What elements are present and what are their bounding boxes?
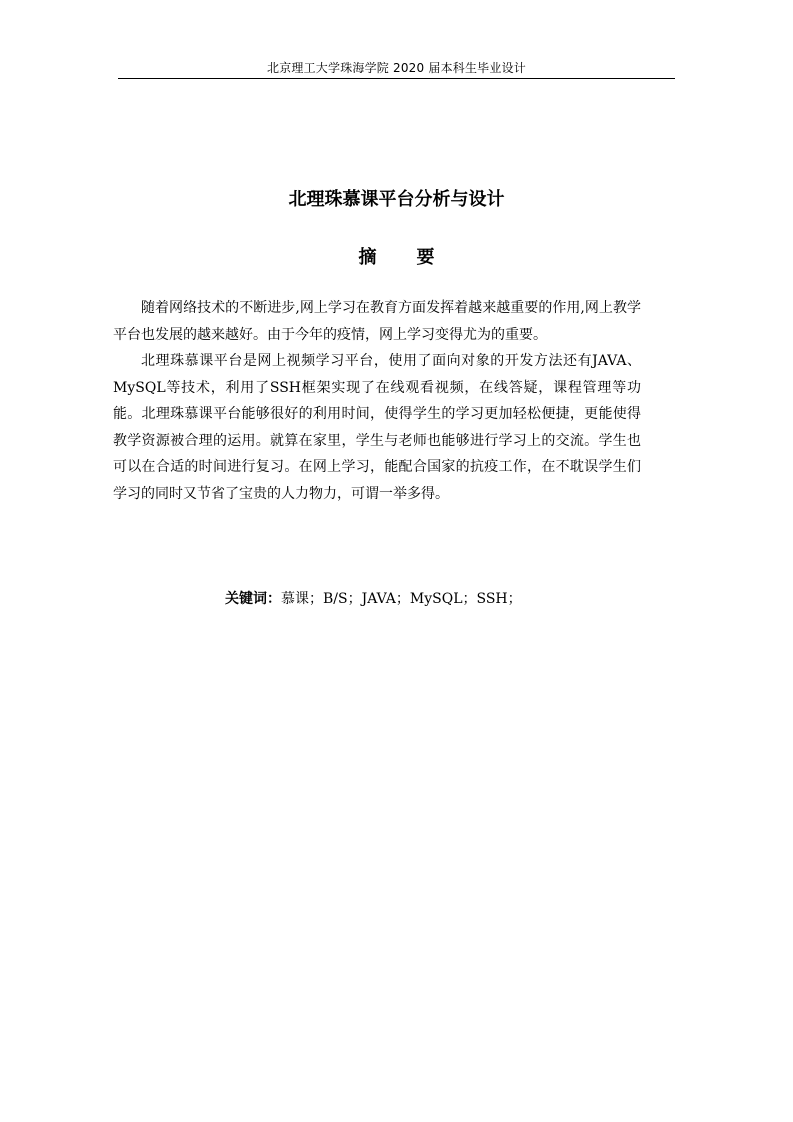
running-header: 北京理工大学珠海学院 2020 届本科生毕业设计 xyxy=(267,61,526,75)
abstract-body xyxy=(113,295,641,507)
keywords-line xyxy=(225,588,522,610)
abstract-paragraph-2: 北理珠慕课平台是网上视频学习平台，使用了面向对象的开发方法还有JAVA、MySQL等技术，利用了SSH框架实现了在线观看视频，在线答疑，课程管理等功能。北理珠慕课平台能够很好的利用时间，使得学生的学习更加轻松便捷，更能使得教学资源被合理的运用。就算在家里，学生与老师也能够进行学习上的交流。学生也可以在合适的时间进行复习。在网上学习，能配合国家的抗疫工作，在不耽误学生们学习的同时又节省了宝贵的人力物力，可谓一举多得。 xyxy=(113,353,641,502)
abstract-heading: 摘要 xyxy=(358,247,475,268)
keywords-label: 关键词： xyxy=(225,591,281,607)
document-title: 北理珠慕课平台分析与设计 xyxy=(288,189,505,210)
header-rule xyxy=(118,78,675,79)
keywords-text: 慕课；B/S；JAVA；MySQL；SSH； xyxy=(281,591,522,607)
abstract-paragraph-1: 随着网络技术的不断进步,网上学习在教育方面发挥着越来越重要的作用,网上教学平台也发展的越来越好。由于今年的疫情，网上学习变得尤为的重要。 xyxy=(113,300,641,343)
